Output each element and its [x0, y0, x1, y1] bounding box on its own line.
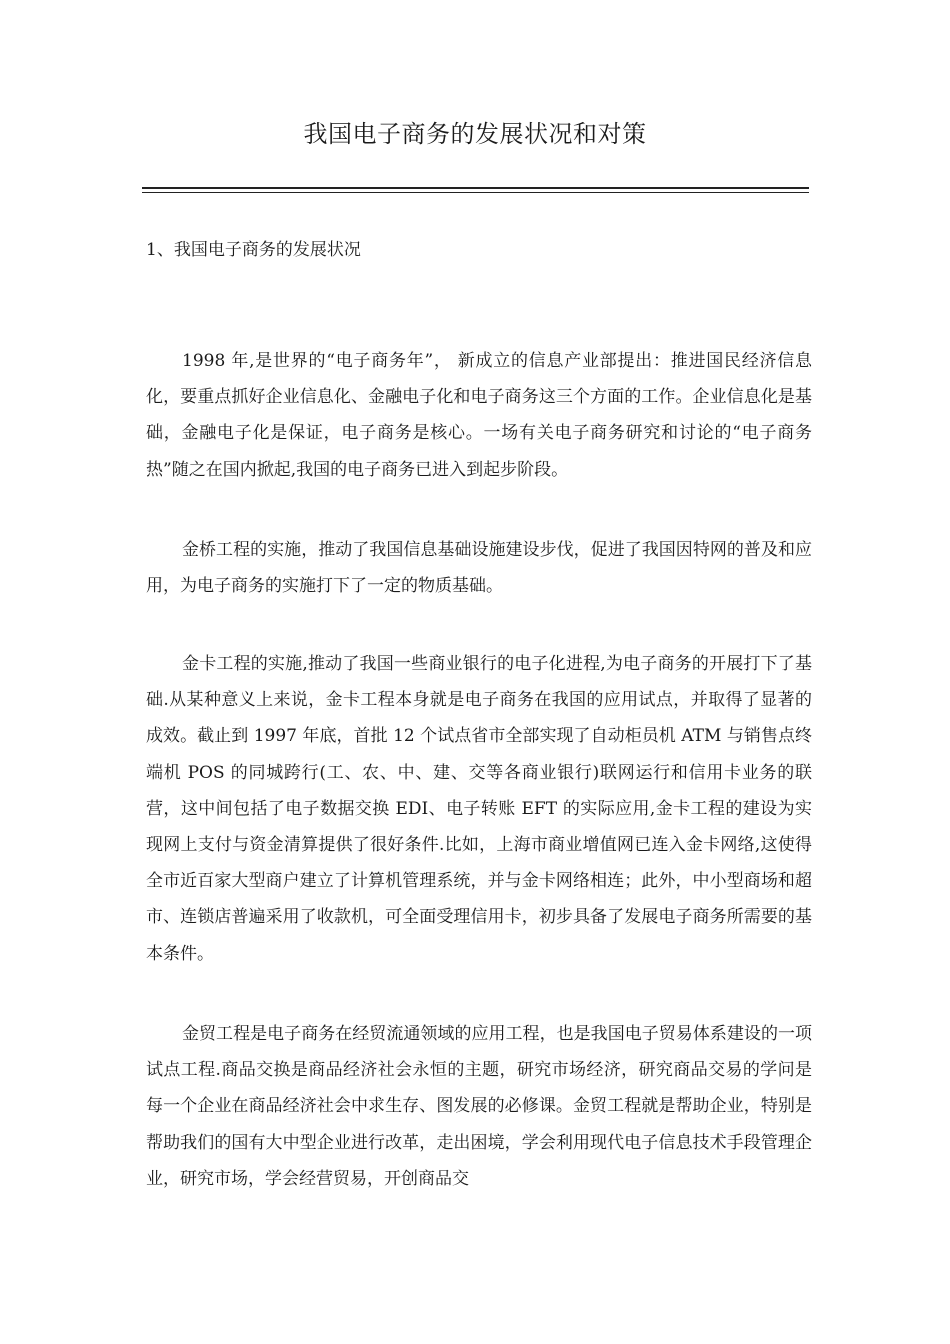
- paragraph-4: 金贸工程是电子商务在经贸流通领域的应用工程，也是我国电子贸易体系建设的一项试点工程.商品交换是商品经济社会永恒的主题，研究市场经济，研究商品交易的学问是每一个企业在商品经济社会中求生存、图发展的必修课。金贸工程就是帮助企业，特别是帮助我们的国有大中型企业进行改革，走出困境，学会利用现代电子信息技术手段管理企业，研究市场，学会经营贸易，开创商品交: [146, 1024, 812, 1189]
- paragraph-3: 金卡工程的实施,推动了我国一些商业银行的电子化进程,为电子商务的开展打下了基础.从某种意义上来说，金卡工程本身就是电子商务在我国的应用试点，并取得了显著的成效。截止到 1997 年底，首批 12 个试点省市全部实现了自动柜员机 ATM 与销售点终端机 POS 的同城跨行(工、农、中、建、交等各商业银行)联网运行和信用卡业务的联营，这中间包括了电子数据交换 EDI、电子转账 EFT 的实际应用,金卡工程的建设为实现网上支付与资金清算提供了很好条件.比如，上海市商业增值网已连入金卡网络,这使得全市近百家大型商户建立了计算机管理系统，并与金卡网络相连；此外，中小型商场和超市、连锁店普遍采用了收款机，可全面受理信用卡，初步具备了发展电子商务所需要的基本条件。: [146, 654, 812, 964]
- section-heading: 1、我国电子商务的发展状况: [146, 240, 361, 260]
- title-double-rule: [142, 187, 809, 194]
- title-rule-thin-line: [142, 192, 809, 193]
- document-title: 我国电子商务的发展状况和对策: [303, 120, 647, 148]
- paragraph-2: 金桥工程的实施，推动了我国信息基础设施建设步伐，促进了我国因特网的普及和应用，为电子商务的实施打下了一定的物质基础。: [146, 540, 812, 597]
- paragraph-1: 1998 年,是世界的“电子商务年”， 新成立的信息产业部提出：推进国民经济信息化，要重点抓好企业信息化、金融电子化和电子商务这三个方面的工作。企业信息化是基础，金融电子化是保证，电子商务是核心。一场有关电子商务研究和讨论的“电子商务热”随之在国内掀起,我国的电子商务已进入到起步阶段。: [146, 351, 812, 480]
- title-rule-thick-line: [142, 187, 809, 189]
